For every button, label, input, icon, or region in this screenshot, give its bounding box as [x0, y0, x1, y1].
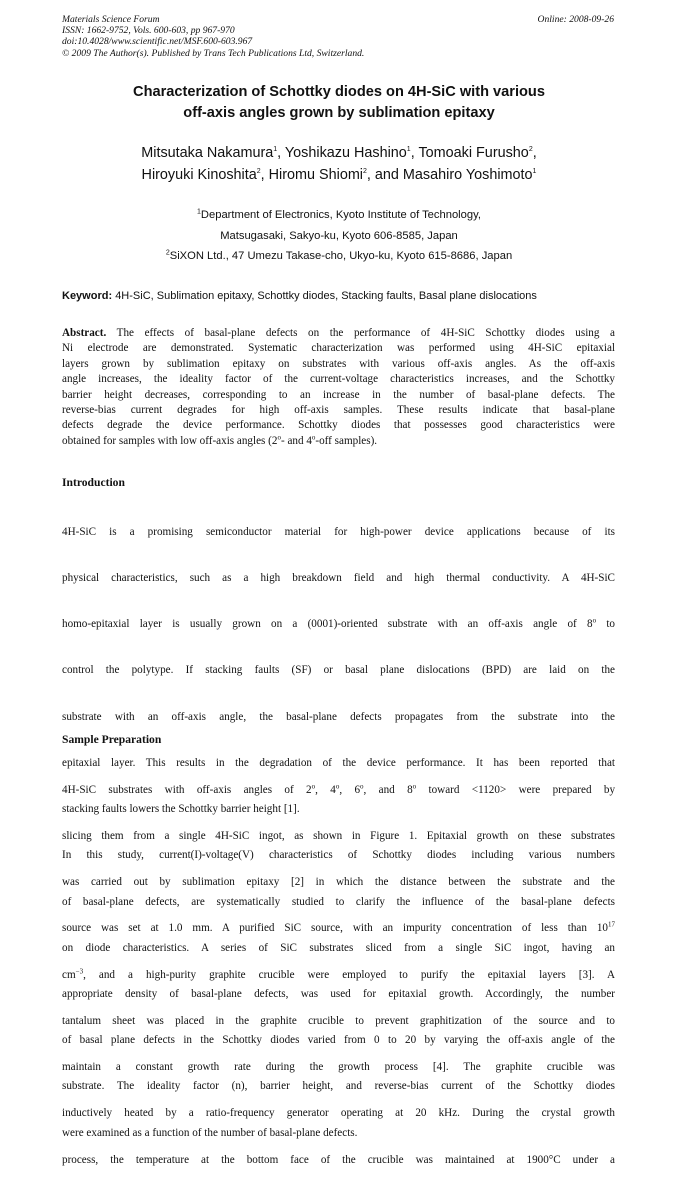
keywords — [62, 288, 622, 304]
issn: ISSN: 1662-9752, Vols. 600-603, pp 967-970 — [62, 25, 235, 37]
author: Mitsutaka Nakamura — [141, 145, 274, 161]
journal-name: Materials Science Forum — [62, 14, 160, 25]
sample-preparation-body: 4H-SiC substrates with off-axis angles of 2$^o$, 4$^o$, 6$^o$, and 8$^o$ toward <1120> were prepared by slicing them from a single 4H-SiC ingot, as shown in Figure 1. Epitaxial growth on these substrates was carried out by sublimation epitaxy [2] in which the distance between the substrate and the source was set at 1.0 mm. A purified SiC source, with an impurity concentration of less than $10^{17}$ $cm^{-3}$, and a high-purity graphite crucible were employed to purify the epitaxial layers [3]. A tantalum sheet was placed in the graphite crucible to prevent graphitization of the source and to maintain a constant growth rate during the growth process [4]. The graphite crucible was inductively heated by a ratio-frequency generator operating at 20 kHz. During the crystal growth process, the temperature at the bottom face of the crucible was maintained at 1900°C under a — [62, 782, 616, 1166]
abstract-label: Abstract. — [62, 327, 107, 339]
affiliations — [62, 205, 616, 267]
author-list — [62, 142, 616, 186]
authors-line-1: Mitsutaka Nakamura$^1$, Yoshikazu Hashino$^1$, Tomoaki Furusho$^2$, — [141, 145, 537, 161]
title-line-1: Characterization of Schottky diodes on 4H-SiC with various — [133, 84, 545, 100]
author: Tomoaki Furusho — [418, 145, 529, 161]
keywords-text: 4H-SiC, Sublimation epitaxy, Schottky diodes, Stacking faults, Basal plane dislocations — [115, 290, 537, 302]
author: Hiromu Shiomi — [268, 167, 364, 183]
copyright: © 2009 The Author(s). Published by Trans Tech Publications Ltd, Switzerland. — [62, 47, 365, 59]
author: Hiroyuki Kinoshita — [141, 167, 257, 183]
affiliation-1: $^1$Department of Electronics, Kyoto Institute of Technology, — [197, 208, 481, 221]
doi[interactable]: doi:10.4028/www.scientific.net/MSF.600-603.967 — [62, 36, 253, 48]
author: Yoshikazu Hashino — [284, 145, 407, 161]
abstract: Abstract. The effects of basal-plane defects on the performance of 4H-SiC Schottky diodes using a Ni electrode are demonstrated. Systematic characterization was performed using 4H-SiC epitaxial layers grown by sublimation epitaxy on substrates with various off-axis angles. As the off-axis angle increases, the ideality factor of the current-voltage characteristics increases, and the Schottky barrier height decreases, corresponding to an increase in the number of basal-plane defects. The reverse-bias current degrades for high off-axis samples. These results indicate that basal-plane defects degrade the device performance. Schottky diodes that possesses good characteristics were obtained for samples with low off-axis angles (2$^o$- and 4$^o$-off samples). — [62, 327, 615, 447]
section-heading-introduction: Introduction — [62, 476, 125, 489]
affiliation-2: $^2$SiXON Ltd., 47 Umezu Takase-cho, Ukyo-ku, Kyoto 615-8686, Japan — [165, 249, 513, 262]
title-line-2: off-axis angles grown by sublimation epitaxy — [183, 105, 495, 121]
online-date: Online: 2008-09-26 — [537, 14, 614, 25]
author: and Masahiro Yoshimoto — [374, 167, 533, 183]
section-heading-sample-preparation: Sample Preparation — [62, 733, 162, 746]
journal-header — [62, 14, 364, 59]
affiliation-1-address: Matsugasaki, Sakyo-ku, Kyoto 606-8585, Japan — [220, 229, 458, 242]
keywords-label: Keyword: — [62, 290, 113, 302]
authors-line-2: Hiroyuki Kinoshita$^2$, Hiromu Shiomi$^2$, and Masahiro Yoshimoto$^1$ — [141, 167, 537, 183]
introduction-body: 4H-SiC is a promising semiconductor material for high-power device applications because of its physical characteristics, such as a high breakdown field and high thermal conductivity. A 4H-SiC homo-epitaxial layer is usually grown on a (0001)-oriented substrate with an off-axis angle of 8$^o$ to control the polytype. If stacking faults (SF) or basal plane dislocations (BPD) are laid on the substrate with an off-axis angle, the basal-plane defects propagates from the substrate into the epitaxial layer. This results in the degradation of the device performance. It has been reported that stacking faults lowers the Schottky barrier height [1]. In this study, current(I)-voltage(V) characteristics of Schottky diodes including various numbers of basal-plane defects, are systematically studied to clarify the influence of the basal-plane defects on diode characteristics. A series of SiC substrates sliced from a single SiC ingot, having an appropriate density of basal-plane defects, was used for epitaxial growth. Accordingly, the number of basal plane defects in the Schottky diodes varied from 0 to 20 by varying the off-axis angle of the substrate. The ideality factor (n), barrier height, and reverse-bias current of the Schottky diodes were examined as a function of the number of basal-plane defects. — [62, 525, 616, 1139]
paper-title — [62, 82, 616, 124]
